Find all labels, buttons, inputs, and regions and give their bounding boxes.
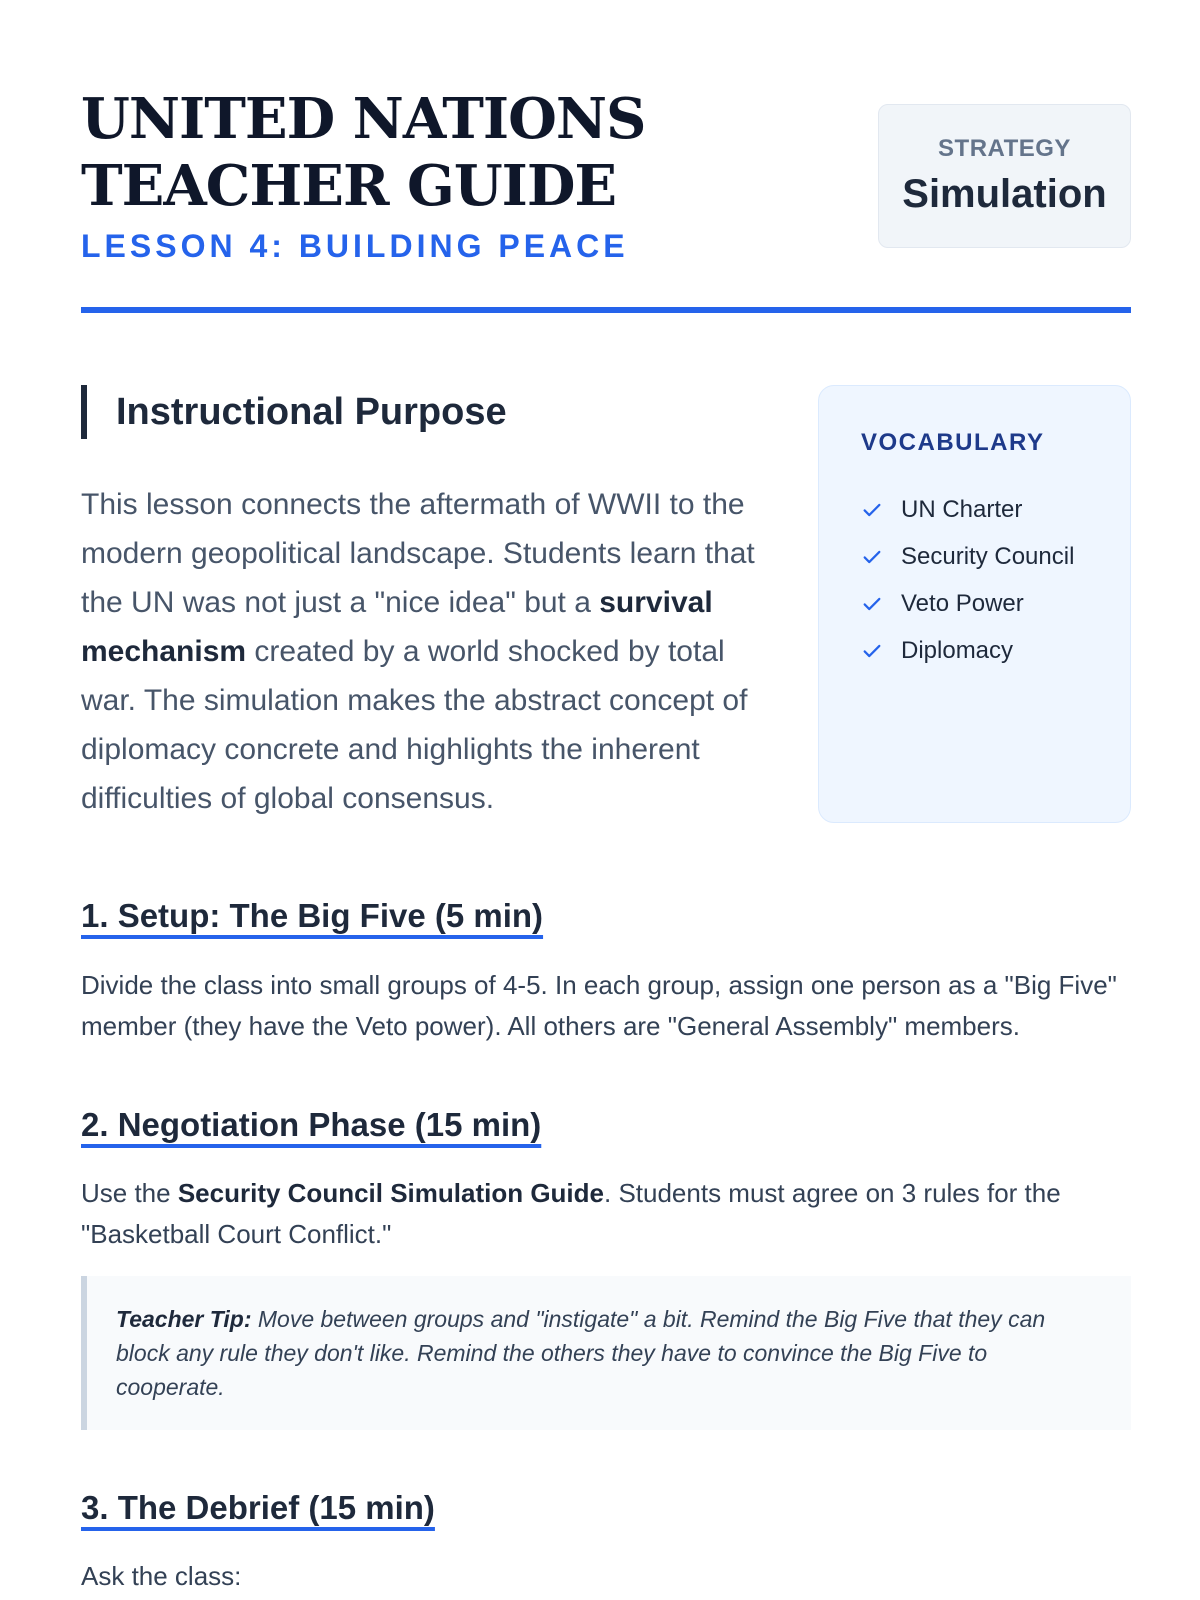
vocabulary-title: VOCABULARY <box>861 429 1045 456</box>
teacher-guide-page <box>81 0 1131 1600</box>
lesson-subtitle: LESSON 4: BUILDING PEACE <box>81 228 629 264</box>
vocabulary-term: Veto Power <box>901 589 1024 617</box>
page-title <box>81 86 645 220</box>
step-3-heading: 3. The Debrief (15 min) <box>81 1489 435 1526</box>
check-icon <box>861 593 883 615</box>
step-2-text-end: . Students must agree on 3 rules for the "Basketball Court Conflict." <box>81 1178 1061 1249</box>
step-1-heading: 1. Setup: The Big Five (5 min) <box>81 897 544 934</box>
vocabulary-item <box>861 580 1130 627</box>
guide-header <box>81 86 1131 316</box>
vocabulary-item <box>861 627 1130 674</box>
teacher-tip <box>81 1276 1131 1430</box>
check-icon <box>861 546 883 568</box>
vocabulary-item <box>861 486 1130 533</box>
vocabulary-list <box>861 486 1130 674</box>
step-2-text <box>81 1173 1131 1255</box>
check-icon <box>861 640 883 662</box>
strategy-label: STRATEGY <box>938 135 1071 162</box>
step-3-text: Ask the class: <box>81 1561 242 1591</box>
purpose-text-emphasis: survival mechanism <box>81 586 713 668</box>
vocabulary-item <box>861 533 1130 580</box>
check-icon <box>861 499 883 521</box>
step-2-heading: 2. Negotiation Phase (15 min) <box>81 1106 542 1143</box>
purpose-heading: Instructional Purpose <box>81 385 507 439</box>
strategy-value: Simulation <box>902 172 1107 216</box>
vocabulary-term: Security Council <box>901 542 1075 570</box>
purpose-text-start: This lesson connects the aftermath of WWII to the modern geopolitical landscape. Students learn that the UN was not just a "nice idea" but a <box>81 488 755 619</box>
strategy-badge <box>878 104 1131 248</box>
title-line-2: TEACHER GUIDE <box>81 153 617 219</box>
vocabulary-term: Diplomacy <box>901 636 1014 664</box>
header-divider <box>81 307 1131 313</box>
step-2-text-start: Use the <box>81 1178 178 1208</box>
vocabulary-term: UN Charter <box>901 495 1023 523</box>
title-line-1: UNITED NATIONS <box>81 86 646 152</box>
vocabulary-box <box>818 385 1131 823</box>
teacher-tip-label: Teacher Tip: <box>116 1306 252 1332</box>
step-2-text-emphasis: Security Council Simulation Guide <box>177 1178 604 1208</box>
step-1-text: Divide the class into small groups of 4-5. In each group, assign one person as a "Big Five" member (they have the Veto power). All others are "General Assembly" members. <box>81 970 1117 1041</box>
purpose-paragraph <box>81 480 781 823</box>
teacher-tip-text: Move between groups and "instigate" a bit. Remind the Big Five that they can block any rule they don't like. Remind the others they have to convince the Big Five to cooperate. <box>116 1306 1046 1400</box>
purpose-text-end: created by a world shocked by total war. The simulation makes the abstract concept of diplomacy concrete and highlights the inherent difficulties of global consensus. <box>81 635 748 815</box>
